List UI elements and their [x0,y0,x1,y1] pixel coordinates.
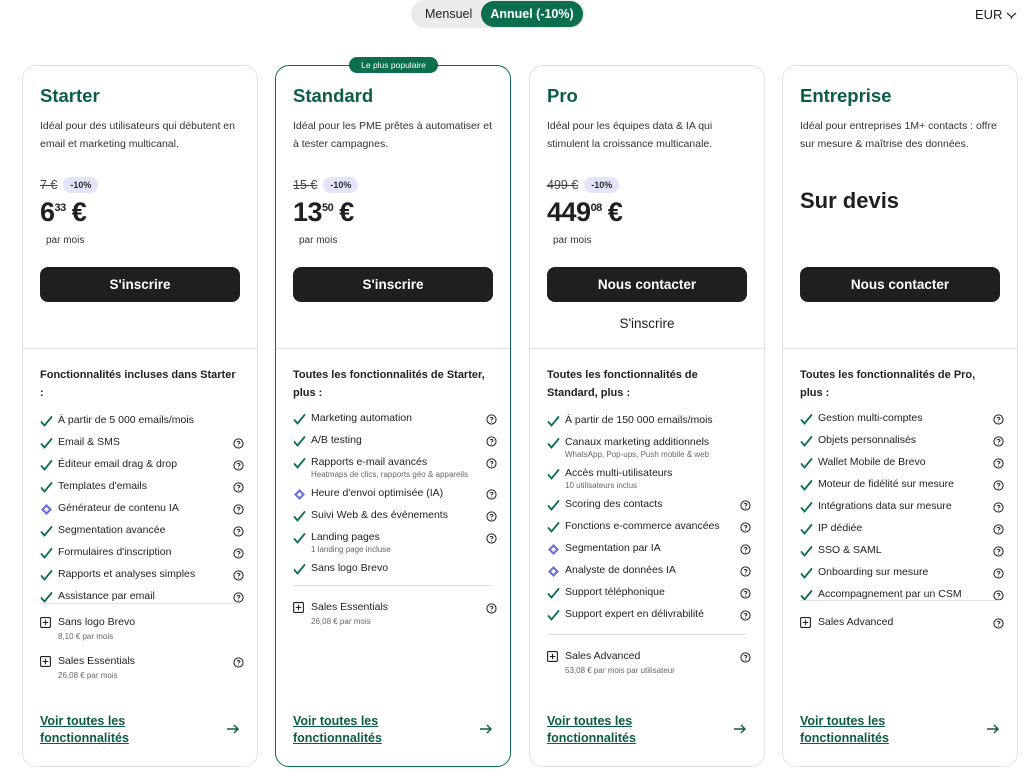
feature-item [800,456,1004,470]
old-price: 15 € [293,178,318,192]
plus-box-icon [40,656,51,667]
arrow-right-icon[interactable] [479,723,493,735]
plus-box-icon [547,651,558,662]
help-icon[interactable] [486,511,497,522]
feature-text [565,436,751,459]
feature-label: Rapports e-mail avancés [311,456,428,468]
check-icon [293,563,306,576]
feature-text [818,412,993,424]
feature-item [800,500,1004,514]
feature-label: A/B testing [311,434,362,446]
feature-label: Accès multi-utilisateurs [565,467,673,479]
help-icon[interactable] [740,566,751,577]
chevron-down-icon [1005,10,1018,20]
feature-text [58,546,233,558]
feature-label: Objets personnalisés [818,434,917,446]
check-icon [547,499,560,512]
feature-label: Intégrations data sur mesure [818,500,952,512]
check-icon [293,435,306,448]
feature-label: Analyste de données IA [565,564,676,576]
ai-sparkle-icon [547,565,560,578]
plan-name: Entreprise [800,85,892,106]
feature-text [818,500,993,512]
help-icon[interactable] [993,546,1004,557]
feature-item [800,478,1004,492]
check-icon [40,525,53,538]
feature-label: Canaux marketing additionnels [565,436,710,448]
feature-sublabel: WhatsApp, Pop-ups, Push mobile & web [565,450,710,459]
check-icon [800,457,813,470]
feature-label: Éditeur email drag & drop [58,458,178,470]
price-cents: 33 [54,202,66,214]
addon-item [40,616,244,641]
price-integer: 6 [40,197,55,227]
feature-label: Moteur de fidélité sur mesure [818,478,954,490]
feature-item [293,412,497,426]
help-icon[interactable] [233,526,244,537]
feature-label: Scoring des contacts [565,498,663,510]
feature-text [58,568,233,580]
old-price-row [547,177,619,193]
feature-label: Générateur de contenu IA [58,502,179,514]
addons-separator [800,600,1000,601]
help-icon[interactable] [233,438,244,449]
currency-selector[interactable] [975,7,1018,22]
feature-label: Email & SMS [58,436,120,448]
old-price-row [40,177,98,193]
addon-label: Sales Advanced [818,616,894,628]
plus-box-icon [40,617,51,628]
feature-item [293,509,497,523]
help-icon[interactable] [233,592,244,603]
help-icon[interactable] [740,522,751,533]
help-icon[interactable] [740,652,751,663]
check-icon [800,479,813,492]
feature-label: À partir de 5 000 emails/mois [58,414,194,426]
check-icon [293,413,306,426]
features-list [293,412,497,584]
addon-text [58,616,244,641]
feature-text [565,414,751,426]
feature-item [293,487,497,501]
features-title: Fonctionnalités incluses dans Starter : [40,369,236,399]
feature-label: Wallet Mobile de Brevo [818,456,926,468]
feature-label: Sans logo Brevo [311,562,389,574]
check-icon [547,468,560,481]
help-icon[interactable] [993,524,1004,535]
plan-price [547,197,622,228]
check-icon [40,569,53,582]
feature-label: Segmentation par IA [565,542,661,554]
addon-label: Sales Essentials [58,655,136,667]
feature-item [40,590,244,604]
help-icon[interactable] [486,489,497,500]
billing-yearly-option[interactable]: Annuel (-10%) [481,1,583,27]
card-divider [530,348,764,349]
feature-text [565,564,740,576]
feature-label: Rapports et analyses simples [58,568,196,580]
check-icon [40,459,53,472]
price-cents: 08 [590,202,602,214]
addons-separator [293,585,493,586]
feature-item [800,434,1004,448]
feature-item [800,522,1004,536]
addon-item [293,601,497,626]
addon-price: 26,08 € par mois [58,671,118,680]
help-icon[interactable] [993,436,1004,447]
check-icon [293,532,306,545]
card-divider [783,348,1017,349]
see-all-features-link[interactable]: Voir toutes les fonctionnalités [800,714,889,745]
feature-item [40,546,244,560]
feature-sublabel: 10 utilisateurs inclus [565,481,638,490]
feature-label: À partir de 150 000 emails/mois [565,414,713,426]
feature-item [40,480,244,494]
feature-text [818,522,993,534]
old-price: 7 € [40,178,58,192]
plan-description: Idéal pour les PME prêtes à automatiser et à tester campagnes. [293,120,493,150]
feature-text [565,520,740,532]
check-icon [800,567,813,580]
feature-item [293,531,497,554]
feature-label: Onboarding sur mesure [818,566,929,578]
feature-text [818,434,993,446]
features-list [547,414,751,630]
help-icon[interactable] [993,502,1004,513]
features-title: Toutes les fonctionnalités de Standard, plus : [547,369,698,399]
help-icon[interactable] [486,458,497,469]
ai-sparkle-icon [547,543,560,556]
quote-price: Sur devis [800,188,900,213]
contact-sales-button[interactable]: Nous contacter [547,267,747,302]
plan-description: Idéal pour des utilisateurs qui débutent en email et marketing multicanal. [40,120,235,150]
arrow-right-icon[interactable] [226,723,240,735]
feature-text [565,467,751,490]
addon-text [818,616,993,628]
feature-text [565,608,740,620]
price-integer: 13 [293,197,323,227]
signup-button[interactable]: S'inscrire [293,267,493,302]
see-all-features-link[interactable]: Voir toutes les fonctionnalités [547,714,636,745]
features-title: Toutes les fonctionnalités de Starter, plus : [293,369,485,399]
feature-text [311,412,486,424]
feature-text [58,480,233,492]
addons-separator [40,603,240,604]
feature-label: Fonctions e-commerce avancées [565,520,720,532]
feature-item [40,414,244,428]
addon-price: 8,10 € par mois [58,632,114,641]
signup-link[interactable]: S'inscrire [619,316,675,331]
feature-sublabel: 1 landing page incluse [311,545,391,554]
feature-text [58,414,244,426]
arrow-right-icon[interactable] [733,723,747,735]
help-icon[interactable] [486,414,497,425]
check-icon [40,415,53,428]
plan-price [293,197,354,228]
addon-label: Sales Essentials [311,601,389,613]
price-integer: 449 [547,197,591,227]
plan-name: Pro [547,85,578,106]
check-icon [547,609,560,622]
feature-label: Support expert en délivrabilité [565,608,704,620]
feature-item [40,436,244,450]
feature-item [547,467,751,490]
feature-label: Suivi Web & des événements [311,509,448,521]
help-icon[interactable] [993,618,1004,629]
old-price: 499 € [547,178,579,192]
see-all-features-link[interactable]: Voir toutes les fonctionnalités [40,714,129,745]
signup-button[interactable]: S'inscrire [40,267,240,302]
help-icon[interactable] [233,482,244,493]
help-icon[interactable] [993,458,1004,469]
feature-text [565,498,740,510]
feature-item [800,412,1004,426]
feature-text [818,544,993,556]
price-currency: € [339,197,354,227]
feature-text [565,542,740,554]
feature-text [311,434,486,446]
feature-text [311,509,486,521]
feature-label: Support téléphonique [565,586,665,598]
plan-card-starter [22,65,258,767]
feature-label: SSO & SAML [818,544,882,556]
addon-price: 26,08 € par mois [311,617,371,626]
help-icon[interactable] [740,544,751,555]
addon-item [40,655,244,680]
features-list [800,412,1004,610]
feature-text [58,458,233,470]
help-icon[interactable] [233,657,244,668]
feature-item [547,414,751,428]
addon-text [58,655,233,680]
card-divider [276,348,510,349]
addon-item [800,616,1004,629]
contact-sales-button[interactable]: Nous contacter [800,267,1000,302]
feature-label: Formulaires d'inscription [58,546,172,558]
feature-item [293,434,497,448]
feature-item [40,502,244,516]
check-icon [40,437,53,450]
currency-value: EUR [975,7,1003,22]
check-icon [800,545,813,558]
feature-text [311,456,486,479]
ai-sparkle-icon [293,488,306,501]
feature-item [547,608,751,622]
features-title: Toutes les fonctionnalités de Pro, plus : [800,369,976,399]
plan-price [40,197,86,228]
help-icon[interactable] [233,460,244,471]
feature-text [818,456,993,468]
most-popular-badge: Le plus populaire [349,57,438,73]
help-icon[interactable] [233,570,244,581]
feature-label: Gestion multi-comptes [818,412,923,424]
help-icon[interactable] [233,504,244,515]
help-icon[interactable] [740,500,751,511]
addons-separator [547,634,747,635]
feature-label: Segmentation avancée [58,524,166,536]
feature-label: Heure d'envoi optimisée (IA) [311,487,444,499]
check-icon [800,435,813,448]
price-period: par mois [299,235,338,246]
arrow-right-icon[interactable] [986,723,1000,735]
check-icon [547,521,560,534]
price-cents: 50 [322,202,334,214]
addon-text [311,601,486,626]
check-icon [293,510,306,523]
check-icon [40,547,53,560]
plan-description: Idéal pour entreprises 1M+ contacts : offre sur mesure & maîtrise des données. [800,120,997,150]
help-icon[interactable] [486,436,497,447]
addons-list [40,616,244,694]
addon-label: Sales Advanced [565,650,641,662]
feature-text [58,590,233,602]
plan-card-standard [275,60,511,767]
feature-item [547,498,751,512]
feature-item [40,524,244,538]
addons-list [547,650,751,689]
plan-name: Standard [293,85,374,106]
billing-monthly-option[interactable]: Mensuel [425,7,473,21]
discount-badge: -10% [584,177,619,193]
help-icon[interactable] [740,588,751,599]
addon-price: 53,08 € par mois par utilisateur [565,666,675,675]
discount-badge: -10% [63,177,98,193]
check-icon [547,437,560,450]
check-icon [800,413,813,426]
feature-item [293,562,497,576]
check-icon [547,587,560,600]
see-all-features-link[interactable]: Voir toutes les fonctionnalités [293,714,382,745]
feature-item [800,566,1004,580]
feature-text [58,502,233,514]
check-icon [800,501,813,514]
feature-item [547,520,751,534]
card-divider [23,348,257,349]
plan-card-entreprise [782,65,1018,767]
help-icon[interactable] [486,533,497,544]
price-period: par mois [553,235,592,246]
feature-label: Marketing automation [311,412,412,424]
addons-list [800,616,1004,643]
plus-box-icon [293,602,304,613]
feature-label: Landing pages [311,531,380,543]
feature-item [293,456,497,479]
feature-item [40,458,244,472]
check-icon [800,523,813,536]
feature-label: Templates d'emails [58,480,147,492]
feature-text [58,524,233,536]
features-list [40,414,244,612]
plan-description: Idéal pour les équipes data & IA qui stimulent la croissance multicanale. [547,120,713,150]
help-icon[interactable] [993,480,1004,491]
price-currency: € [71,197,87,227]
feature-item [547,542,751,556]
price-currency: € [607,197,623,227]
check-icon [293,457,306,470]
plan-card-pro [529,65,765,767]
feature-text [311,531,486,554]
feature-label: Assistance par email [58,590,155,602]
help-icon[interactable] [233,548,244,559]
feature-item [40,568,244,582]
feature-item [547,436,751,459]
feature-text [818,566,993,578]
feature-text [311,487,486,499]
help-icon[interactable] [740,610,751,621]
discount-badge: -10% [323,177,358,193]
feature-text [818,478,993,490]
feature-item [547,564,751,578]
feature-label: IP dédiée [818,522,863,534]
feature-sublabel: Heatmaps de clics, rapports géo & appareils [311,470,468,479]
addon-item [547,650,751,675]
help-icon[interactable] [993,414,1004,425]
ai-sparkle-icon [40,503,53,516]
addon-text [565,650,740,675]
feature-item [547,586,751,600]
feature-label: Accompagnement par un CSM [818,588,962,600]
plus-box-icon [800,617,811,628]
check-icon [40,481,53,494]
feature-text [311,562,497,574]
billing-toggle[interactable] [411,0,585,28]
feature-text [565,586,740,598]
help-icon[interactable] [486,603,497,614]
price-period: par mois [46,235,85,246]
old-price-row [293,177,358,193]
plan-name: Starter [40,85,100,106]
addon-label: Sans logo Brevo [58,616,136,628]
addons-list [293,601,497,640]
help-icon[interactable] [993,568,1004,579]
feature-text [58,436,233,448]
feature-text [818,588,993,600]
check-icon [547,415,560,428]
feature-item [800,544,1004,558]
